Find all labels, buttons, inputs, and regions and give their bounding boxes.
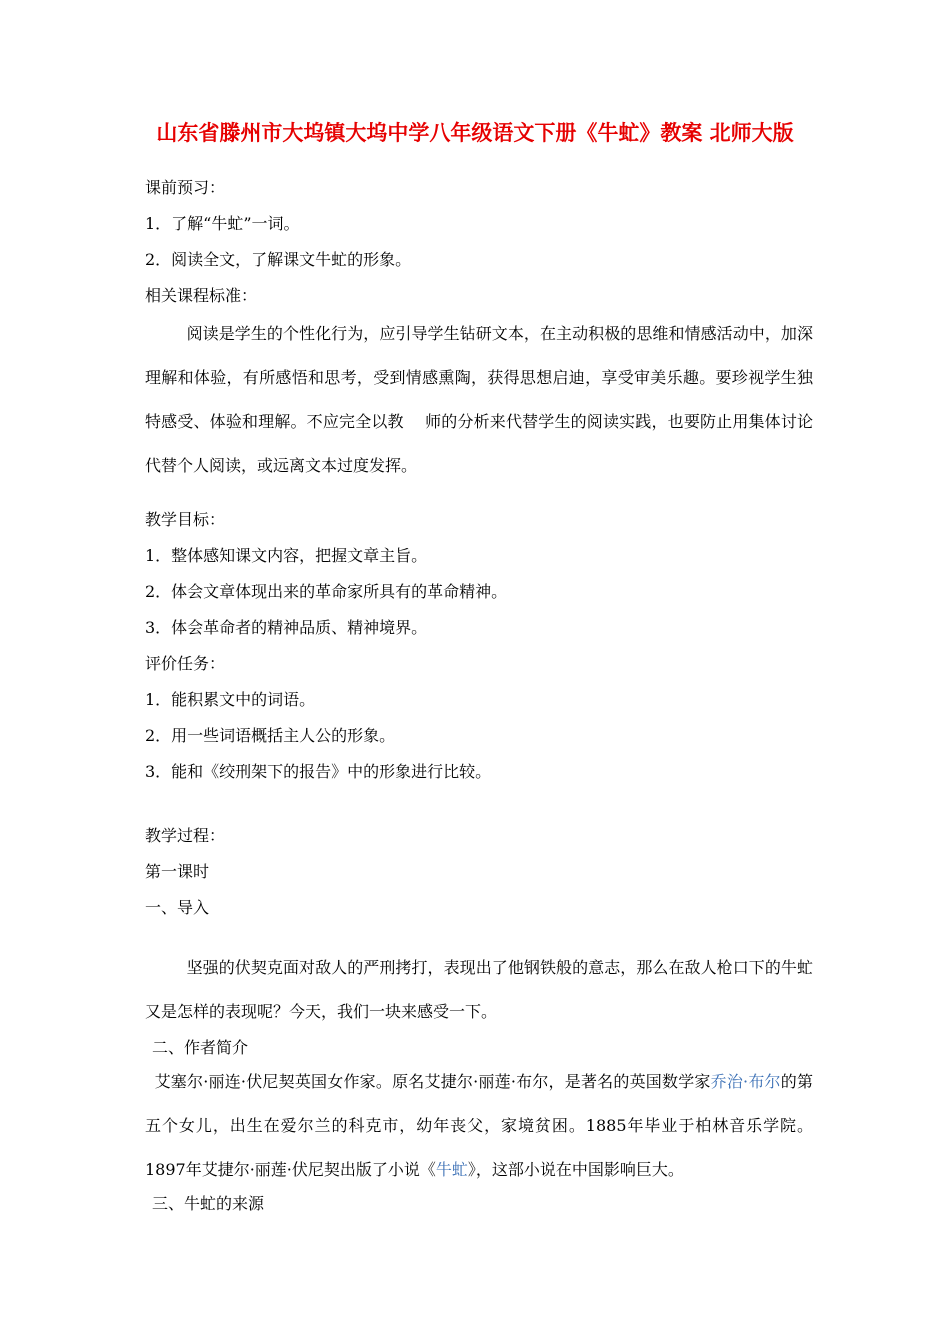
author-paragraph	[145, 1060, 813, 1192]
eval-heading: 评价任务：	[145, 654, 226, 673]
section-2-heading: 二、作者简介	[152, 1038, 249, 1057]
standard-heading: 相关课程标准：	[145, 286, 258, 305]
goals-item-3: 3．体会革命者的精神品质、精神境界。	[145, 618, 428, 637]
lesson-1-label: 第一课时	[145, 862, 210, 881]
goals-item-2: 2．体会文章体现出来的革命家所具有的革命精神。	[145, 582, 508, 601]
eval-item-3: 3．能和《绞刑架下的报告》中的形象进行比较。	[145, 762, 492, 781]
intro-paragraph: 坚强的伏契克面对敌人的严刑拷打，表现出了他钢铁般的意志，那么在敌人枪口下的牛虻又是怎样的表现呢？今天，我们一块来感受一下。	[145, 958, 813, 1021]
preview-heading: 课前预习：	[145, 178, 226, 197]
section-1-heading: 一、导入	[145, 898, 210, 917]
author-text-3: 》，这部小说在中国影响巨大。	[467, 1160, 684, 1179]
preview-item-1: 1．了解“牛虻”一词。	[145, 214, 300, 233]
author-text-1: 艾塞尔·丽连·伏尼契英国女作家。原名艾捷尔·丽莲·布尔，是著名的英国数学家	[154, 1072, 711, 1091]
goals-heading: 教学目标：	[145, 510, 226, 529]
eval-item-1: 1．能积累文中的词语。	[145, 690, 316, 709]
preview-item-2: 2．阅读全文，了解课文牛虻的形象。	[145, 250, 412, 269]
standard-paragraph: 阅读是学生的个性化行为，应引导学生钻研文本，在主动积极的思维和情感活动中，加深理解和体验，有所感悟和思考，受到情感熏陶，获得思想启迪，享受审美乐趣。要珍视学生独特感受、体验和理解。不应完全以教 师的分析来代替学生的阅读实践，也要防止用集体讨论代替个人阅读，或远离文本过度发挥。	[145, 324, 813, 475]
process-heading: 教学过程：	[145, 826, 226, 845]
eval-item-2: 2．用一些词语概括主人公的形象。	[145, 726, 396, 745]
george-boole-link[interactable]: 乔治·布尔	[710, 1072, 781, 1091]
document-title: 山东省滕州市大坞镇大坞中学八年级语文下册《牛虻》教案 北师大版	[156, 121, 794, 145]
goals-item-1: 1．整体感知课文内容，把握文章主旨。	[145, 546, 428, 565]
gadfly-link[interactable]: 牛虻	[435, 1160, 468, 1179]
author-text-2: 的第五个女儿，出生在爱尔兰的科克市，幼年丧父，家境贫困。1885年毕业于柏林音乐学院。1897年艾捷尔·丽莲·伏尼契出版了小说《	[145, 1072, 813, 1179]
section-3-heading: 三、牛虻的来源	[152, 1194, 265, 1213]
